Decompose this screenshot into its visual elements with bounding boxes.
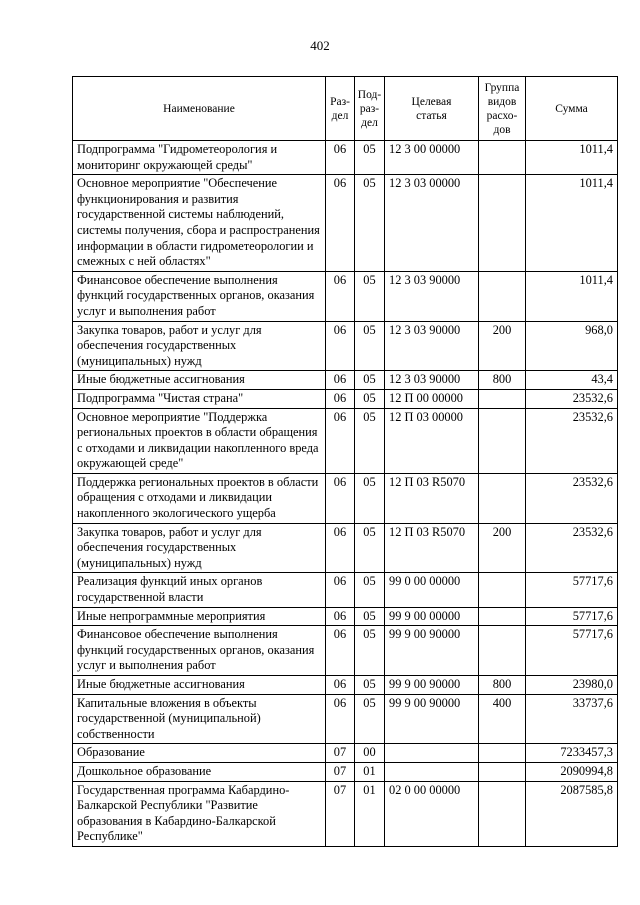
- table-row: [73, 371, 618, 390]
- row-section: 06: [326, 626, 355, 676]
- row-section: 06: [326, 607, 355, 626]
- row-group: [479, 175, 526, 272]
- row-name: Основное мероприятие "Обеспечение функционирования и развития государственной системы наблюдений, системы получения, сбора и распространения информации в области гидрометеорологии и смежных с ней областях": [73, 175, 326, 272]
- row-article: [385, 744, 479, 763]
- row-section: 06: [326, 371, 355, 390]
- row-sum: 1011,4: [526, 175, 618, 272]
- row-section: 06: [326, 523, 355, 573]
- row-subsection: 05: [355, 676, 385, 695]
- row-subsection: 05: [355, 389, 385, 408]
- row-group: [479, 271, 526, 321]
- row-group: 800: [479, 676, 526, 695]
- table-header-row: [73, 77, 618, 141]
- table-row: [73, 473, 618, 523]
- row-group: [479, 626, 526, 676]
- header-section: Раз- дел: [326, 77, 355, 141]
- row-sum: 57717,6: [526, 573, 618, 607]
- row-name: Подпрограмма "Чистая страна": [73, 389, 326, 408]
- row-article: 99 9 00 90000: [385, 694, 479, 744]
- table-row: [73, 408, 618, 473]
- row-subsection: 05: [355, 321, 385, 371]
- row-subsection: 01: [355, 781, 385, 846]
- budget-table: [72, 76, 618, 847]
- row-subsection: 05: [355, 408, 385, 473]
- row-group: [479, 762, 526, 781]
- row-section: 06: [326, 175, 355, 272]
- header-sum: Сумма: [526, 77, 618, 141]
- header-group: Группа видов расхо- дов: [479, 77, 526, 141]
- row-article: 12 3 03 00000: [385, 175, 479, 272]
- row-section: 06: [326, 408, 355, 473]
- header-subsection: Под- раз- дел: [355, 77, 385, 141]
- row-article: 12 3 00 00000: [385, 141, 479, 175]
- row-sum: 23532,6: [526, 473, 618, 523]
- row-group: [479, 744, 526, 763]
- row-article: 12 3 03 90000: [385, 371, 479, 390]
- row-name: Поддержка региональных проектов в области обращения с отходами и ликвидации накопленного экологического ущерба: [73, 473, 326, 523]
- row-sum: 57717,6: [526, 607, 618, 626]
- row-sum: 2087585,8: [526, 781, 618, 846]
- table-row: [73, 762, 618, 781]
- row-group: 200: [479, 321, 526, 371]
- row-subsection: 01: [355, 762, 385, 781]
- row-article: 12 3 03 90000: [385, 321, 479, 371]
- row-subsection: 05: [355, 271, 385, 321]
- row-subsection: 05: [355, 175, 385, 272]
- row-section: 06: [326, 321, 355, 371]
- row-subsection: 05: [355, 573, 385, 607]
- row-article: 99 9 00 90000: [385, 626, 479, 676]
- row-name: Иные бюджетные ассигнования: [73, 676, 326, 695]
- row-section: 06: [326, 694, 355, 744]
- row-sum: 2090994,8: [526, 762, 618, 781]
- row-sum: 23980,0: [526, 676, 618, 695]
- table-row: [73, 676, 618, 695]
- row-article: [385, 762, 479, 781]
- row-article: 99 0 00 00000: [385, 573, 479, 607]
- header-name: Наименование: [73, 77, 326, 141]
- row-group: [479, 573, 526, 607]
- row-name: Государственная программа Кабардино-Балкарской Республики "Развитие образования в Кабардино-Балкарской Республике": [73, 781, 326, 846]
- row-group: 800: [479, 371, 526, 390]
- header-article: Целевая статья: [385, 77, 479, 141]
- row-article: 12 П 00 00000: [385, 389, 479, 408]
- row-article: 99 9 00 90000: [385, 676, 479, 695]
- row-name: Иные бюджетные ассигнования: [73, 371, 326, 390]
- row-sum: 1011,4: [526, 141, 618, 175]
- row-subsection: 05: [355, 607, 385, 626]
- row-subsection: 00: [355, 744, 385, 763]
- row-sum: 43,4: [526, 371, 618, 390]
- row-subsection: 05: [355, 141, 385, 175]
- table-row: [73, 573, 618, 607]
- row-group: 400: [479, 694, 526, 744]
- row-section: 06: [326, 389, 355, 408]
- table-row: [73, 141, 618, 175]
- table-row: [73, 175, 618, 272]
- row-sum: 23532,6: [526, 389, 618, 408]
- row-name: Капитальные вложения в объекты государственной (муниципальной) собственности: [73, 694, 326, 744]
- row-name: Реализация функций иных органов государственной власти: [73, 573, 326, 607]
- row-subsection: 05: [355, 523, 385, 573]
- row-name: Образование: [73, 744, 326, 763]
- row-sum: 968,0: [526, 321, 618, 371]
- row-section: 06: [326, 271, 355, 321]
- row-subsection: 05: [355, 626, 385, 676]
- row-sum: 23532,6: [526, 408, 618, 473]
- row-section: 06: [326, 473, 355, 523]
- row-name: Закупка товаров, работ и услуг для обеспечения государственных (муниципальных) нужд: [73, 321, 326, 371]
- table-row: [73, 626, 618, 676]
- row-section: 07: [326, 781, 355, 846]
- table-row: [73, 321, 618, 371]
- row-group: [479, 781, 526, 846]
- row-name: Дошкольное образование: [73, 762, 326, 781]
- row-section: 06: [326, 676, 355, 695]
- table-row: [73, 694, 618, 744]
- table-row: [73, 781, 618, 846]
- table-row: [73, 744, 618, 763]
- row-sum: 1011,4: [526, 271, 618, 321]
- table-row: [73, 607, 618, 626]
- row-name: Закупка товаров, работ и услуг для обеспечения государственных (муниципальных) нужд: [73, 523, 326, 573]
- row-group: [479, 389, 526, 408]
- row-name: Подпрограмма "Гидрометеорология и мониторинг окружающей среды": [73, 141, 326, 175]
- row-name: Финансовое обеспечение выполнения функций государственных органов, оказания услуг и выполнения работ: [73, 271, 326, 321]
- row-sum: 23532,6: [526, 523, 618, 573]
- table-row: [73, 389, 618, 408]
- table-row: [73, 271, 618, 321]
- page-number: 402: [310, 38, 330, 53]
- row-article: 12 П 03 R5070: [385, 473, 479, 523]
- row-group: [479, 141, 526, 175]
- row-article: 99 9 00 00000: [385, 607, 479, 626]
- row-sum: 7233457,3: [526, 744, 618, 763]
- row-section: 07: [326, 762, 355, 781]
- table-row: [73, 523, 618, 573]
- row-group: [479, 408, 526, 473]
- row-subsection: 05: [355, 694, 385, 744]
- row-sum: 57717,6: [526, 626, 618, 676]
- row-name: Основное мероприятие "Поддержка региональных проектов в области обращения с отходами и ликвидации накопленного вреда окружающей среде": [73, 408, 326, 473]
- row-subsection: 05: [355, 371, 385, 390]
- row-subsection: 05: [355, 473, 385, 523]
- row-name: Финансовое обеспечение выполнения функций государственных органов, оказания услуг и выполнения работ: [73, 626, 326, 676]
- row-article: 12 П 03 00000: [385, 408, 479, 473]
- row-group: [479, 607, 526, 626]
- row-group: 200: [479, 523, 526, 573]
- row-article: 12 3 03 90000: [385, 271, 479, 321]
- row-section: 06: [326, 141, 355, 175]
- row-section: 07: [326, 744, 355, 763]
- row-sum: 33737,6: [526, 694, 618, 744]
- row-article: 02 0 00 00000: [385, 781, 479, 846]
- row-section: 06: [326, 573, 355, 607]
- row-article: 12 П 03 R5070: [385, 523, 479, 573]
- row-name: Иные непрограммные мероприятия: [73, 607, 326, 626]
- row-group: [479, 473, 526, 523]
